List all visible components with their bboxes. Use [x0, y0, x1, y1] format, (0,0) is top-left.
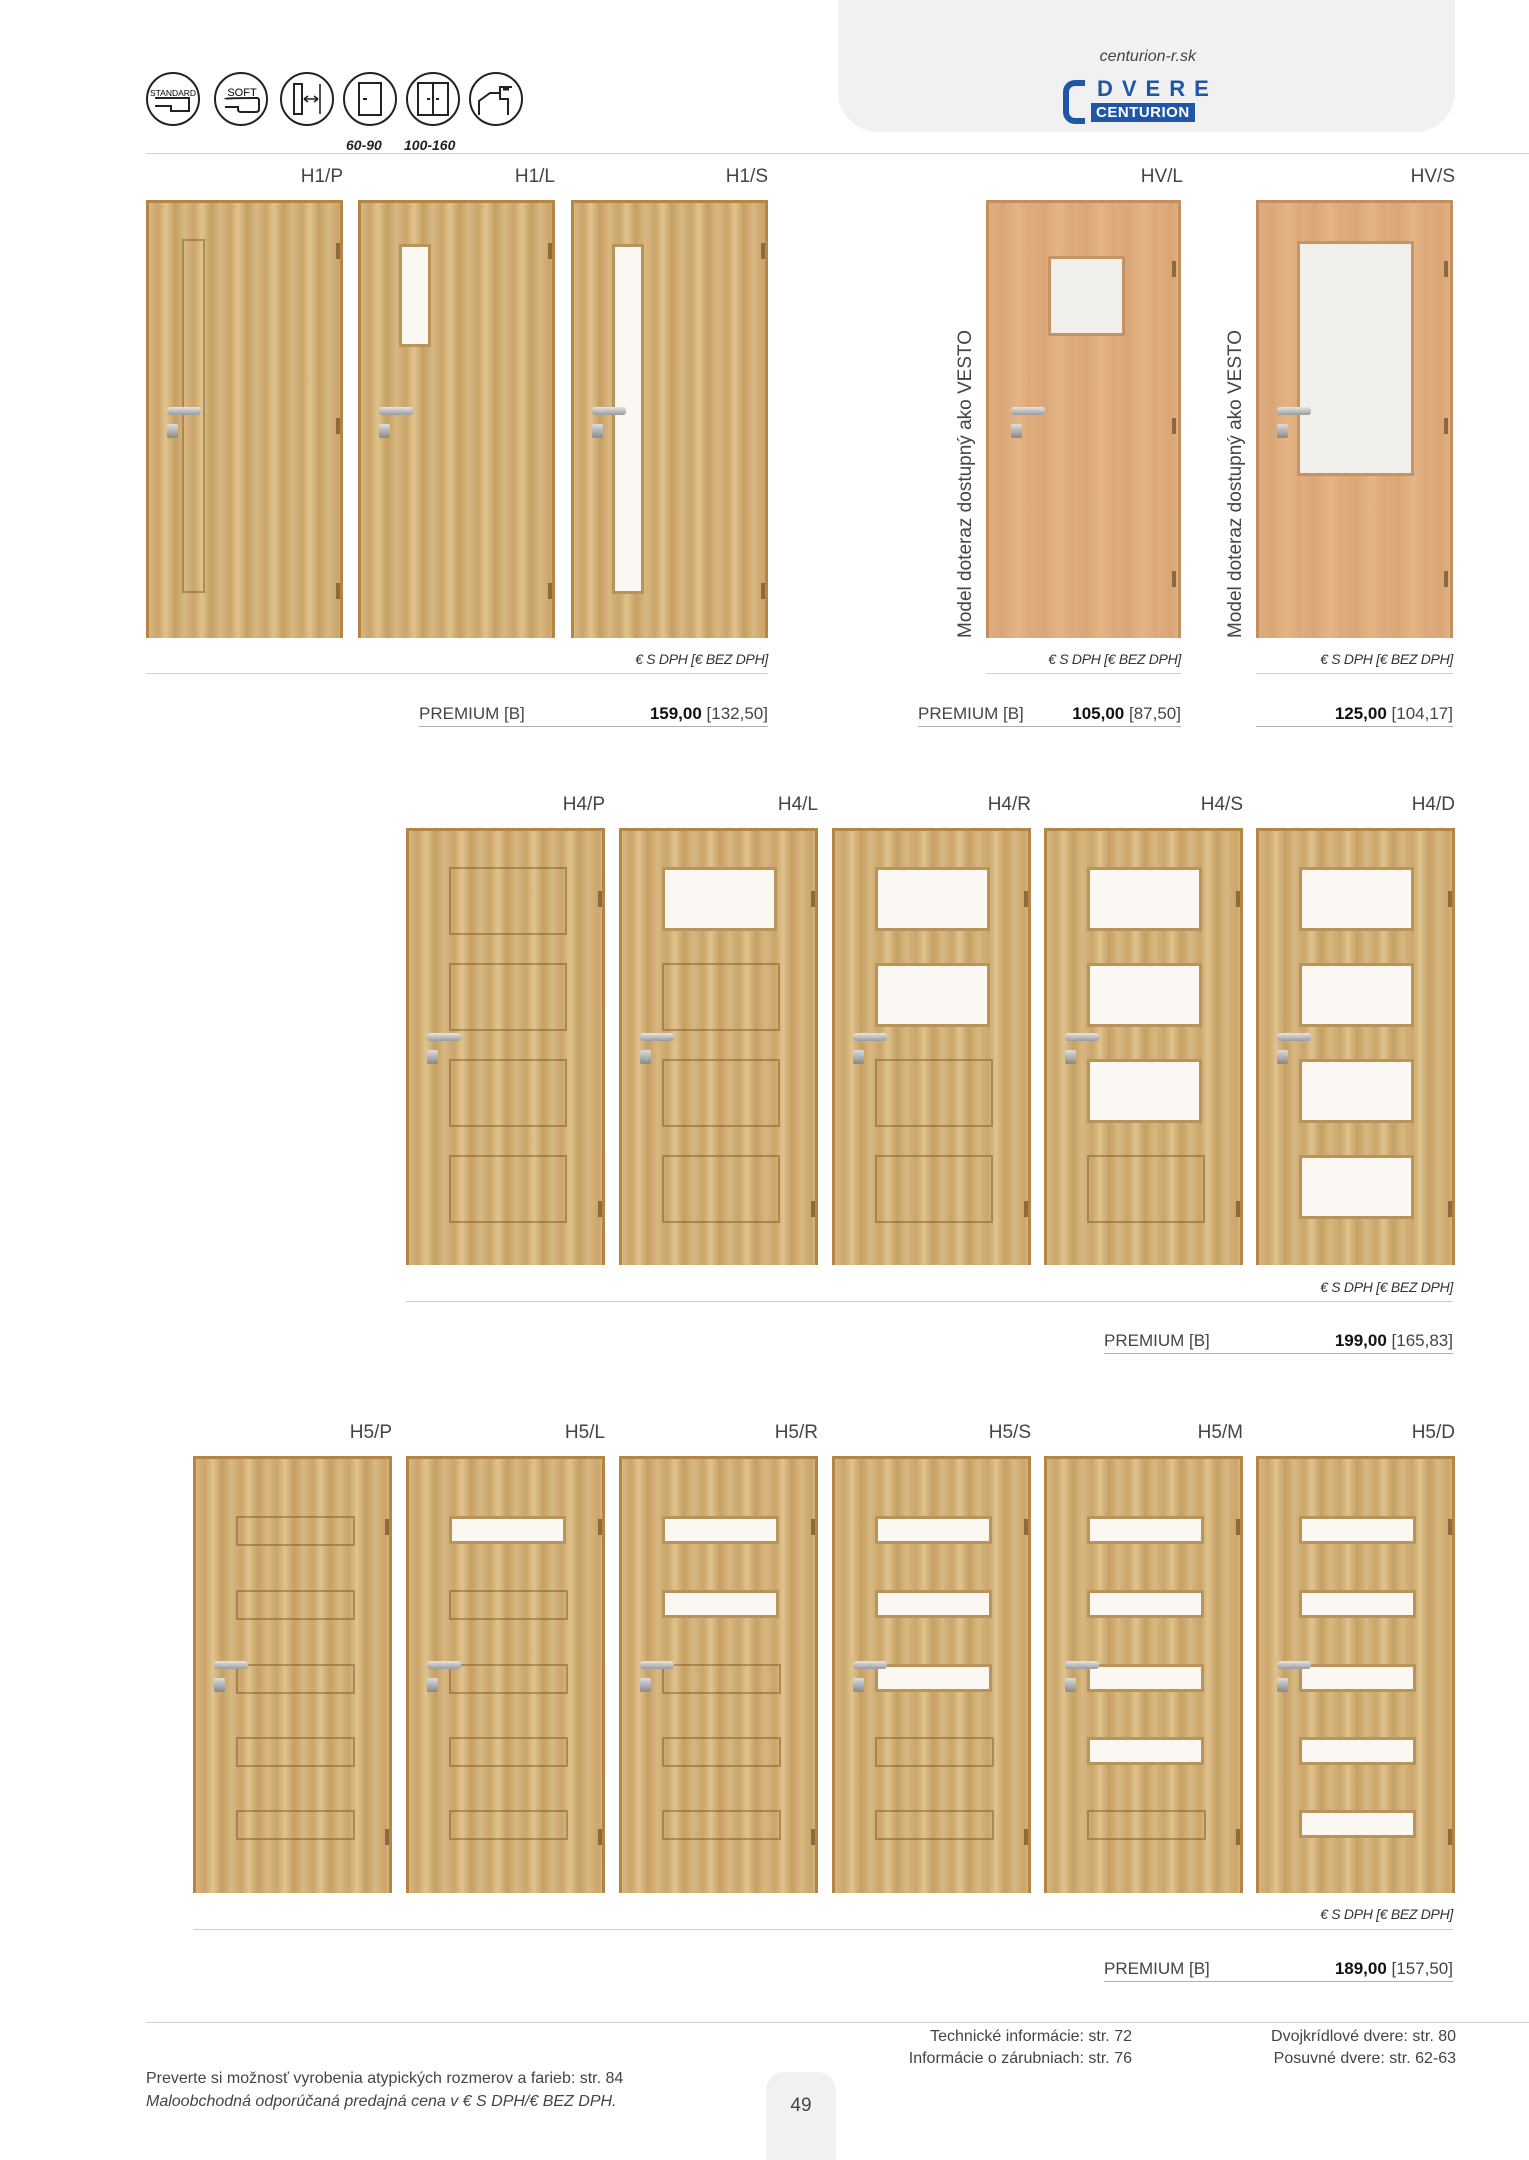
door-handle	[640, 1661, 674, 1669]
door-groove	[182, 239, 205, 593]
site-url: centurion-r.sk	[1099, 48, 1196, 65]
price-value	[1335, 1959, 1453, 1979]
badge-standard-text: STANDARD	[149, 88, 197, 98]
price-without-vat: [104,17]	[1391, 704, 1453, 723]
door-label-h1-l: H1/L	[514, 166, 555, 187]
price-without-vat: [132,50]	[706, 704, 768, 723]
door-h4-l-image	[619, 828, 818, 1265]
door-handle	[427, 1661, 461, 1669]
badge-soft-text: SOFT	[227, 87, 257, 99]
door-label-h5-r: H5/R	[774, 1422, 818, 1443]
price-header-hv-l: € S DPH [€ BEZ DPH]	[1048, 651, 1181, 667]
logo-text-bottom: CENTURION	[1091, 103, 1195, 122]
door-handle	[853, 1661, 887, 1669]
door-glass-panel	[875, 963, 990, 1027]
door-lock	[1277, 1050, 1288, 1064]
door-panel	[1087, 1155, 1205, 1223]
logo-text-top: DVERE	[1097, 76, 1218, 101]
door-lock	[853, 1678, 864, 1692]
door-hinge	[385, 1829, 389, 1845]
door-glass-strip	[1087, 1737, 1204, 1765]
door-groove-strip	[236, 1516, 355, 1546]
door-glass-panel	[1299, 867, 1414, 931]
door-lock	[1065, 1678, 1076, 1692]
price-row-h4	[1104, 1331, 1453, 1353]
door-groove-strip	[236, 1810, 355, 1840]
price-divider	[1256, 673, 1453, 674]
price-header-h1: € S DPH [€ BEZ DPH]	[635, 651, 768, 667]
door-hinge	[1172, 571, 1176, 587]
door-h1-l-image	[358, 200, 555, 638]
price-tier: PREMIUM [B]	[1104, 1331, 1210, 1350]
door-hinge	[1172, 261, 1176, 277]
door-label-h5-d: H5/D	[1411, 1422, 1455, 1443]
price-row-h5	[1104, 1959, 1453, 1981]
price-with-vat: 159,00	[649, 704, 702, 723]
door-groove-strip	[875, 1737, 994, 1767]
door-handle	[427, 1033, 461, 1041]
price-underline	[1104, 1981, 1453, 1982]
door-glass-strip	[1087, 1664, 1204, 1692]
door-glass-panel	[1299, 1059, 1414, 1123]
door-glass-strip	[1087, 1590, 1204, 1618]
door-hinge	[1172, 418, 1176, 434]
price-divider	[193, 1929, 1453, 1930]
door-panel	[662, 1155, 780, 1223]
door-groove-strip	[449, 1810, 568, 1840]
brand-logo	[1063, 76, 1227, 128]
door-hinge	[1236, 1201, 1240, 1217]
double-doors-link[interactable]: Dvojkrídlové dvere: str. 80	[1271, 2028, 1456, 2045]
door-hinge	[1444, 571, 1448, 587]
door-handle	[1277, 1661, 1311, 1669]
door-hinge	[336, 583, 340, 599]
door-hinge	[598, 1201, 602, 1217]
door-hinge	[1024, 1201, 1028, 1217]
soft-frame-icon	[214, 72, 268, 126]
door-groove-strip	[236, 1664, 355, 1694]
price-tier: PREMIUM [B]	[419, 704, 525, 723]
tech-info-link[interactable]: Technické informácie: str. 72	[930, 2028, 1132, 2045]
door-glass-panel	[1087, 867, 1202, 931]
door-groove-strip	[449, 1664, 568, 1694]
door-glass-panel	[1087, 1059, 1202, 1123]
door-lock	[379, 424, 390, 438]
door-handle	[214, 1661, 248, 1669]
price-value	[1072, 704, 1181, 724]
door-panel	[662, 963, 780, 1031]
double-door-icon	[406, 72, 460, 126]
door-lock	[167, 424, 178, 438]
door-hinge	[1444, 261, 1448, 277]
door-groove-strip	[1087, 1810, 1206, 1840]
door-handle	[1277, 407, 1311, 415]
door-label-h4-p: H4/P	[562, 794, 605, 815]
door-handle	[1065, 1661, 1099, 1669]
door-hinge	[1448, 1201, 1452, 1217]
door-lock	[1011, 424, 1022, 438]
door-hinge	[1236, 1519, 1240, 1535]
door-glass-panel	[875, 867, 990, 931]
price-header-hv-s: € S DPH [€ BEZ DPH]	[1320, 651, 1453, 667]
door-hinge	[1024, 1829, 1028, 1845]
vesto-note-hv-s: Model doteraz dostupný ako VESTO	[1225, 329, 1246, 638]
door-label-h5-m: H5/M	[1197, 1422, 1243, 1443]
door-handle	[592, 407, 626, 415]
door-hinge	[811, 891, 815, 907]
door-label-h4-l: H4/L	[777, 794, 818, 815]
price-with-vat: 199,00	[1334, 1331, 1387, 1350]
door-glass-strip	[875, 1516, 992, 1544]
door-handle	[167, 407, 201, 415]
door-hv-s-image	[1256, 200, 1453, 638]
door-handle	[1011, 407, 1045, 415]
door-panel	[449, 867, 567, 935]
door-glass-panel	[399, 244, 431, 347]
price-underline	[419, 726, 768, 727]
door-h5-s-image	[832, 1456, 1031, 1893]
price-underline	[1104, 1353, 1453, 1354]
door-label-h5-l: H5/L	[564, 1422, 605, 1443]
door-hinge	[1444, 418, 1448, 434]
door-hinge	[1236, 891, 1240, 907]
door-lock	[427, 1050, 438, 1064]
price-underline	[1256, 726, 1453, 727]
door-glass-strip	[1299, 1516, 1416, 1544]
price-row-hv-l	[918, 704, 1181, 726]
door-glass-panel	[1087, 963, 1202, 1027]
logo-bracket-icon	[1063, 80, 1085, 124]
door-groove-strip	[662, 1810, 781, 1840]
custom-size-note: Preverte si možnosť vyrobenia atypických rozmerov a farieb: str. 84	[146, 2070, 624, 2087]
door-glass-panel	[1299, 963, 1414, 1027]
door-label-h5-p: H5/P	[349, 1422, 392, 1443]
single-door-icon	[343, 72, 397, 126]
door-lock	[1065, 1050, 1076, 1064]
door-glass-strip	[662, 1516, 779, 1544]
price-without-vat: [157,50]	[1391, 1959, 1453, 1978]
door-hinge	[336, 418, 340, 434]
width-adjust-icon	[280, 72, 334, 126]
retail-price-note: Maloobchodná odporúčaná predajná cena v € S DPH/€ BEZ DPH.	[146, 2093, 617, 2110]
door-glass-strip	[1299, 1810, 1416, 1838]
door-hinge	[761, 243, 765, 259]
door-hinge	[385, 1519, 389, 1535]
price-with-vat: 125,00	[1334, 704, 1387, 723]
header-divider	[146, 153, 1529, 154]
door-h5-d-image	[1256, 1456, 1455, 1893]
price-row-hv-s	[1256, 704, 1453, 726]
price-with-vat: 105,00	[1072, 704, 1125, 723]
door-hinge	[598, 1519, 602, 1535]
frame-info-link[interactable]: Informácie o zárubniach: str. 76	[908, 2050, 1132, 2067]
door-label-h1-s: H1/S	[725, 166, 768, 187]
price-value	[650, 704, 768, 724]
door-h1-s-image	[571, 200, 768, 638]
door-glass-strip	[662, 1590, 779, 1618]
door-hinge	[811, 1519, 815, 1535]
price-value	[1335, 1331, 1453, 1351]
door-h5-l-image	[406, 1456, 605, 1893]
door-label-h4-r: H4/R	[987, 794, 1031, 815]
door-hinge	[1448, 891, 1452, 907]
door-lock	[214, 1678, 225, 1692]
door-h4-p-image	[406, 828, 605, 1265]
price-row-h1	[419, 704, 768, 726]
door-groove-strip	[875, 1810, 994, 1840]
price-header-h5: € S DPH [€ BEZ DPH]	[1320, 1906, 1453, 1922]
door-hinge	[1448, 1829, 1452, 1845]
door-panel	[875, 1155, 993, 1223]
door-glass-panel	[612, 244, 644, 594]
door-groove-strip	[449, 1590, 568, 1620]
door-lock	[1277, 1678, 1288, 1692]
door-hinge	[761, 583, 765, 599]
vesto-note-hv-l: Model doteraz dostupný ako VESTO	[955, 329, 976, 638]
door-glass-strip	[875, 1664, 992, 1692]
door-handle	[1277, 1033, 1311, 1041]
price-divider	[146, 673, 768, 674]
door-glass-strip	[449, 1516, 566, 1544]
door-label-hv-s: HV/S	[1410, 166, 1455, 187]
door-glass-panel	[662, 867, 777, 931]
standard-frame-icon	[146, 72, 200, 126]
door-panel	[449, 1059, 567, 1127]
door-groove-strip	[236, 1737, 355, 1767]
door-lock	[427, 1678, 438, 1692]
price-underline	[918, 726, 1181, 727]
door-panel	[662, 1059, 780, 1127]
door-hinge	[1448, 1519, 1452, 1535]
price-tier: PREMIUM [B]	[1104, 1959, 1210, 1978]
price-with-vat: 189,00	[1334, 1959, 1387, 1978]
door-glass-panel	[1299, 1155, 1414, 1219]
door-h5-p-image	[193, 1456, 392, 1893]
door-h1-p-image	[146, 200, 343, 638]
door-hinge	[1236, 1829, 1240, 1845]
door-glass-panel	[1297, 241, 1414, 476]
door-glass-strip	[875, 1590, 992, 1618]
door-glass-panel	[1048, 256, 1125, 336]
size-range-small: 60-90	[346, 137, 382, 153]
door-h5-r-image	[619, 1456, 818, 1893]
door-lock	[640, 1678, 651, 1692]
door-hinge	[548, 243, 552, 259]
door-glass-strip	[1299, 1590, 1416, 1618]
door-groove-strip	[662, 1664, 781, 1694]
door-hinge	[598, 1829, 602, 1845]
door-h4-r-image	[832, 828, 1031, 1265]
door-groove-strip	[449, 1737, 568, 1767]
size-range-large: 100-160	[404, 137, 456, 153]
price-without-vat: [165,83]	[1391, 1331, 1453, 1350]
door-lock	[853, 1050, 864, 1064]
door-label-h4-s: H4/S	[1200, 794, 1243, 815]
footer-divider	[146, 2022, 1529, 2023]
door-h5-m-image	[1044, 1456, 1243, 1893]
door-panel	[875, 1059, 993, 1127]
page-number: 49	[790, 2095, 812, 2116]
door-handle	[379, 407, 413, 415]
door-hinge	[811, 1201, 815, 1217]
price-tier: PREMIUM [B]	[918, 704, 1024, 723]
door-groove-strip	[236, 1590, 355, 1620]
door-h4-d-image	[1256, 828, 1455, 1265]
door-hinge	[1024, 1519, 1028, 1535]
door-lock	[592, 424, 603, 438]
door-profile-icon	[469, 72, 523, 126]
sliding-doors-link[interactable]: Posuvné dvere: str. 62-63	[1273, 2050, 1456, 2067]
door-panel	[449, 1155, 567, 1223]
door-lock	[640, 1050, 651, 1064]
door-label-hv-l: HV/L	[1140, 166, 1183, 187]
door-glass-strip	[1087, 1516, 1204, 1544]
price-header-h4: € S DPH [€ BEZ DPH]	[1320, 1279, 1453, 1295]
door-label-h4-d: H4/D	[1411, 794, 1455, 815]
door-hinge	[336, 243, 340, 259]
door-lock	[1277, 424, 1288, 438]
door-handle	[640, 1033, 674, 1041]
price-value	[1335, 704, 1453, 724]
door-hinge	[1024, 891, 1028, 907]
door-h4-s-image	[1044, 828, 1243, 1265]
door-hinge	[811, 1829, 815, 1845]
door-glass-strip	[1299, 1737, 1416, 1765]
door-hinge	[598, 891, 602, 907]
door-handle	[1065, 1033, 1099, 1041]
door-handle	[853, 1033, 887, 1041]
door-label-h5-s: H5/S	[988, 1422, 1031, 1443]
door-label-h1-p: H1/P	[300, 166, 343, 187]
door-panel	[449, 963, 567, 1031]
door-glass-strip	[1299, 1664, 1416, 1692]
price-divider	[406, 1301, 1453, 1302]
door-hv-l-image	[986, 200, 1181, 638]
price-without-vat: [87,50]	[1129, 704, 1181, 723]
door-hinge	[548, 583, 552, 599]
door-groove-strip	[662, 1737, 781, 1767]
price-divider	[986, 673, 1181, 674]
